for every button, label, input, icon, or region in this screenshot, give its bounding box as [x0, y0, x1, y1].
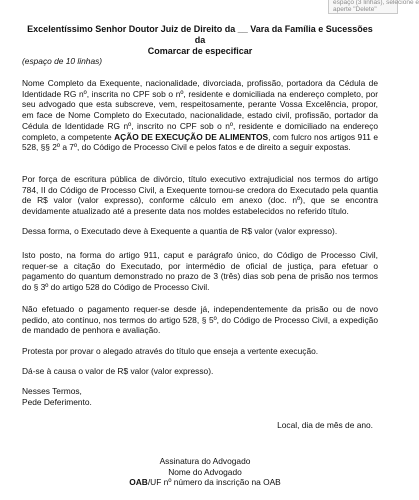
- paragraph-qualification-text: Nome Completo da Exequente, nacionalidade, divorciada, profissão, portadora da Cédula de Identidade RG nº, inscrita no CPF sob o nº, residente e domiciliada na endereço completo, por seu advogado que esta subscreve, vem, respeitosamente, perante Vossa Excelência, propor, em face de Nome Completo do Executado, nacionalidade, estado civil, profissão, portador da Cédula de Identidade RG nº, inscrito no CPF sob o nº, residente e domiciliado na endereço completo, a competente: [22, 78, 378, 142]
- document-title: [22, 24, 378, 57]
- hint-line-2: aperte "Delete": [333, 5, 377, 13]
- lawyer-name: Nome do Advogado: [168, 466, 242, 477]
- spacing-note: (espaço de 10 linhas): [22, 56, 103, 66]
- paragraph-debt: Dessa forma, o Executado deve à Exequente a quantia de R$ valor (valor expresso).: [22, 226, 338, 236]
- action-title: AÇÃO DE EXECUÇÃO DE ALIMENTOS: [114, 131, 269, 142]
- paragraph-facts: Por força de escritura pública de divórcio, título executivo extrajudicial nos termos do artigo 784, II do Código de Processo Civil, a Exequente tornou-se credora do Executado pela quantia de R$ valor (valor expresso), conforme cálculo em anexo (doc. nº), que se encontra devidamente atualizado até a presente data nos moldes estabelecidos no referido título.: [22, 174, 378, 217]
- signature-line: Assinatura do Advogado: [159, 456, 251, 466]
- hint-line-1: espaço (3 linhas), selecione e: [333, 0, 419, 6]
- closing-line-1: Nesses Termos,: [22, 386, 82, 396]
- oab-number: /UF nº número da inscrição na OAB: [147, 477, 281, 488]
- paragraph-case-value: Dá-se à causa o valor de R$ valor (valor expresso).: [22, 366, 214, 376]
- hint-callout: [328, 0, 419, 14]
- paragraph-evidence: Protesta por provar o alegado através do título que enseja a vertente execução.: [22, 346, 319, 356]
- closing-line-2: Pede Deferimento.: [22, 396, 92, 407]
- lawyer-registration: [110, 477, 300, 488]
- place-and-date: Local, dia de mês de ano.: [277, 420, 373, 430]
- paragraph-request-seizure: Não efetuado o pagamento requer-se desde já, independentemente da prisão ou de novo pedido, ato contínuo, nos termos do artigo 528, § 5º, do Código de Processo Civil, a expedição de mandado de penhora e avaliação.: [22, 304, 378, 336]
- title-line-2: Comarcar de especificar: [147, 46, 253, 56]
- paragraph-request-citation: Isto posto, na forma do artigo 911, caput e parágrafo único, do Código de Processo Civil, requer-se a citação do Executado, por intermédio de oficial de justiça, para efetuar o pagamento do quantum demonstrado no prazo de 3 (três) dias sob pena de prisão nos termos do § 3º do artigo 528 do Código de Processo Civil.: [22, 250, 378, 293]
- paragraph-qualification-end: , com fulcro nos artigos 911 e 528, §§ 2º a 7º, do Código de Processo Civil e pelos fatos e de direito a seguir expostas.: [22, 131, 379, 153]
- paragraph-qualification: [22, 78, 378, 153]
- title-line-1: Excelentíssimo Senhor Doutor Juiz de Direito da __ Vara da Família e Sucessões da: [27, 24, 373, 45]
- oab-label: OAB: [129, 477, 148, 488]
- signature-block: [110, 456, 300, 488]
- closing: [22, 386, 378, 407]
